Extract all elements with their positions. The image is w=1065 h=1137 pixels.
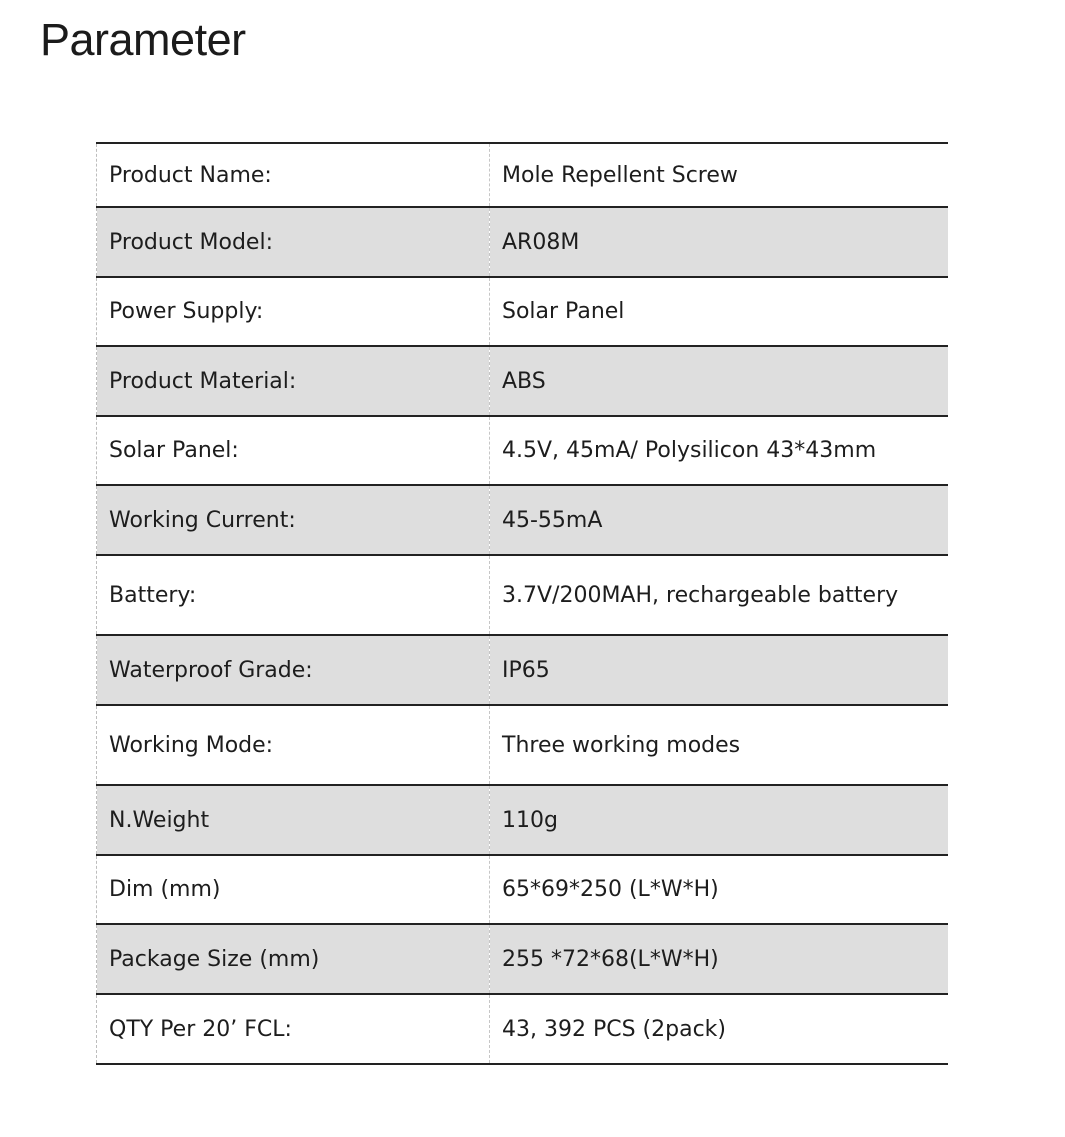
table-row: [97, 994, 949, 1064]
row-label: Working Mode:: [97, 705, 490, 785]
row-value: Three working modes: [490, 705, 949, 785]
table-row: [97, 785, 949, 855]
row-value: 3.7V/200MAH, rechargeable battery: [490, 555, 949, 635]
table-row: [97, 855, 949, 924]
row-label: Battery:: [97, 555, 490, 635]
page-title: Parameter: [40, 14, 246, 65]
row-value: AR08M: [490, 207, 949, 277]
row-label: Power Supply:: [97, 277, 490, 346]
row-value: ABS: [490, 346, 949, 416]
row-label: N.Weight: [97, 785, 490, 855]
row-value: IP65: [490, 635, 949, 705]
row-label: Waterproof Grade:: [97, 635, 490, 705]
table-row: [97, 143, 949, 207]
table-row: [97, 924, 949, 994]
table-row: [97, 346, 949, 416]
row-label: Product Material:: [97, 346, 490, 416]
row-label: Dim (mm): [97, 855, 490, 924]
row-value: 65*69*250 (L*W*H): [490, 855, 949, 924]
row-value: 4.5V, 45mA/ Polysilicon 43*43mm: [490, 416, 949, 485]
table-row: [97, 635, 949, 705]
row-label: Working Current:: [97, 485, 490, 555]
row-label: Package Size (mm): [97, 924, 490, 994]
table-row: [97, 416, 949, 485]
row-value: 45-55mA: [490, 485, 949, 555]
table-row: [97, 555, 949, 635]
parameter-table: [96, 142, 948, 1065]
row-value: 43, 392 PCS (2pack): [490, 994, 949, 1064]
row-value: Mole Repellent Screw: [490, 143, 949, 207]
table-row: [97, 207, 949, 277]
row-label: Product Model:: [97, 207, 490, 277]
row-label: Solar Panel:: [97, 416, 490, 485]
table-row: [97, 277, 949, 346]
table-row: [97, 485, 949, 555]
row-value: 110g: [490, 785, 949, 855]
row-value: Solar Panel: [490, 277, 949, 346]
row-value: 255 *72*68(L*W*H): [490, 924, 949, 994]
table-row: [97, 705, 949, 785]
row-label: Product Name:: [97, 143, 490, 207]
row-label: QTY Per 20’ FCL:: [97, 994, 490, 1064]
